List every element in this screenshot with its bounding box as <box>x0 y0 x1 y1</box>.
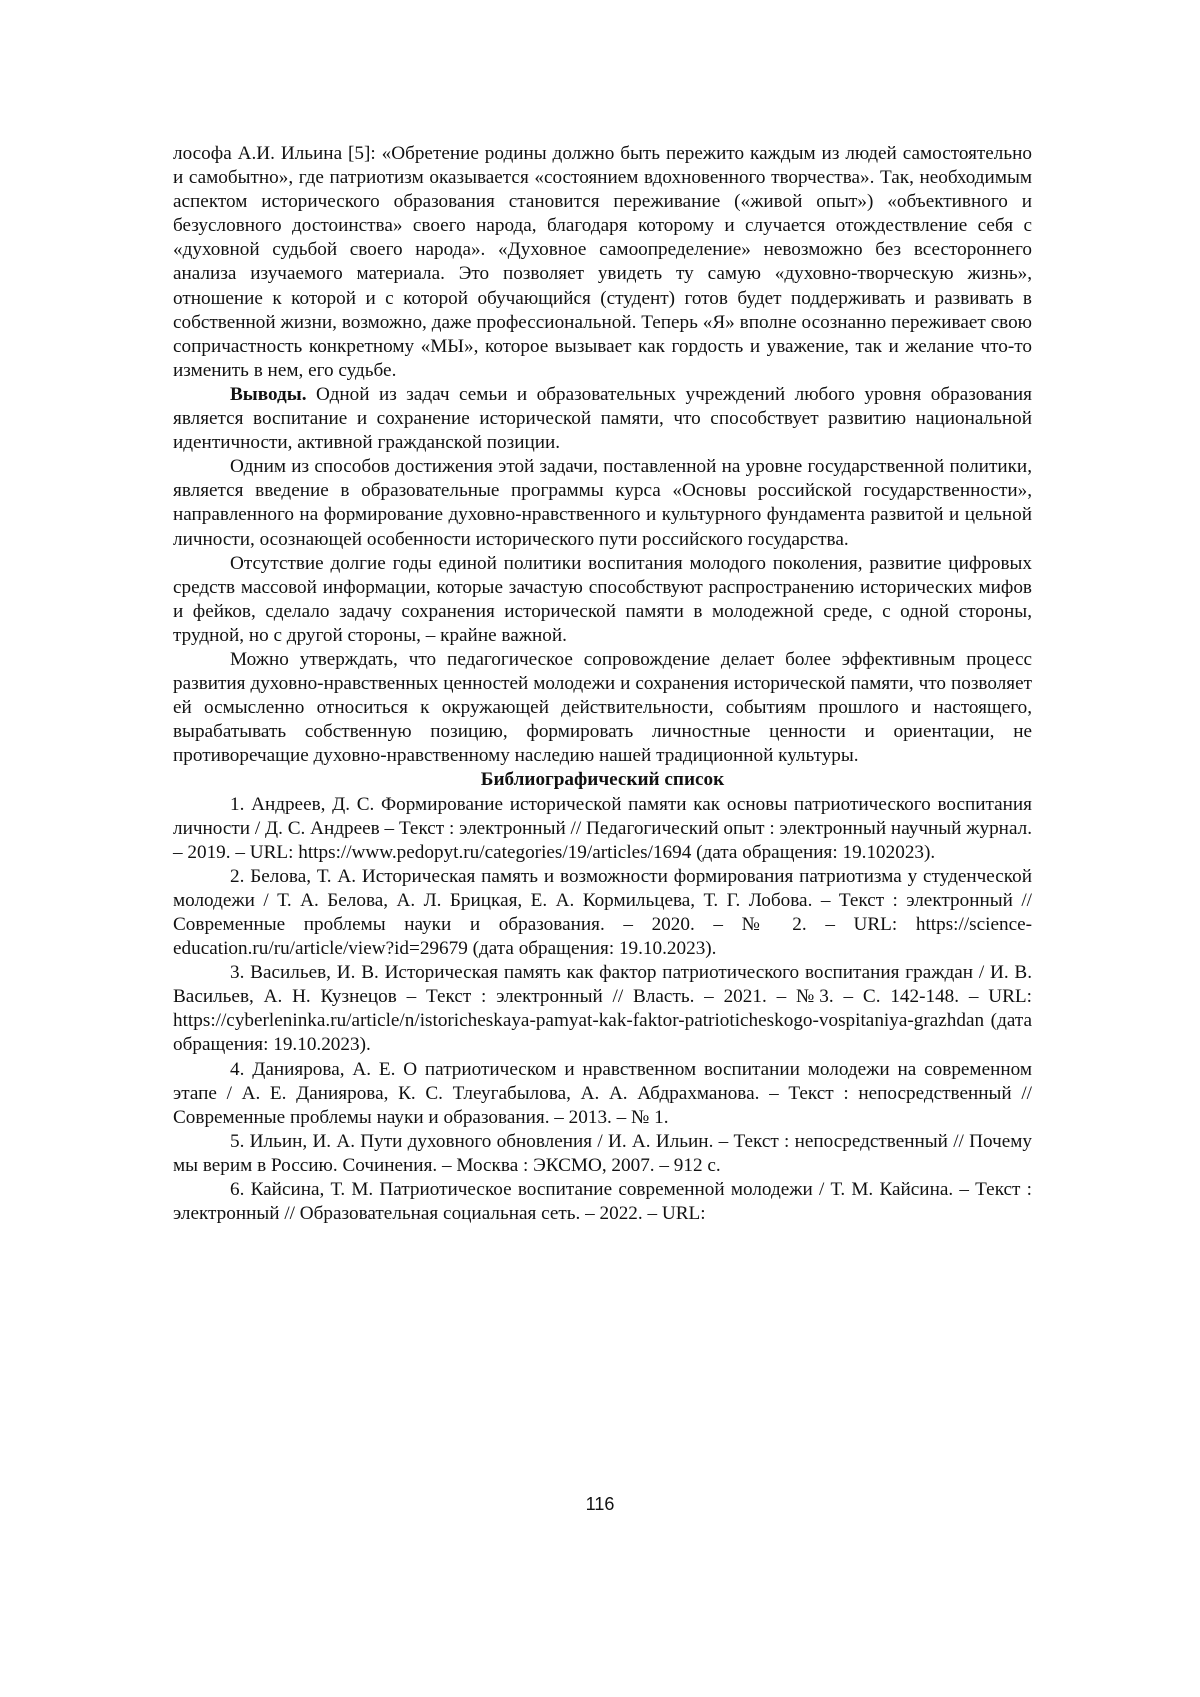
bibliography-item: 6. Кайсина, Т. М. Патриотическое воспитание современной молодежи / Т. М. Кайсина. – Текст : электронный // Образовательная социальная сеть. – 2022. – URL: <box>173 1179 1032 1225</box>
paragraph-course: Одним из способов достижения этой задачи, поставленной на уровне государственной политики, является введение в образовательные программы курса «Основы российской государственности», направленного на формирование духовно-нравственного и культурного фундамента развитой и цельной личности, осознающей особенности исторического пути российского государства. <box>173 456 1032 550</box>
page-number: 116 <box>585 1494 615 1514</box>
page-body <box>173 142 1032 1226</box>
bibliography-heading: Библиографический список <box>480 769 725 791</box>
paragraph-policy: Отсутствие долгие годы единой политики воспитания молодого поколения, развитие цифровых средств массовой информации, которые зачастую способствуют распространению исторических мифов и фейков, сделало задачу сохранения исторической памяти в молодежной среде, с одной стороны, трудной, но с другой стороны, – крайне важной. <box>173 552 1032 646</box>
paragraph-pedagogy: Можно утверждать, что педагогическое сопровождение делает более эффективным процесс развития духовно-нравственных ценностей молодежи и сохранения исторической памяти, что позволяет ей осмысленно относиться к окружающей действительности, событиям прошлого и настоящего, вырабатывать собственную позицию, формировать личностные ценности и ориентации, не противоречащие духовно-нравственному наследию нашей традиционной культуры. <box>173 648 1032 767</box>
paragraph-continuation: лософа А.И. Ильина [5]: «Обретение родины должно быть пережито каждым из людей самостоятельно и самобытно», где патриотизм оказывается «состоянием вдохновенного творчества». Так, необходимым аспектом исторического образования становится переживание («живой опыт») «объективного и безусловного достоинства» своего народа, благодаря которому и случается отождествление себя с «духовной судьбой своего народа». «Духовное самоопределение» невозможно без всестороннего анализа изучаемого материала. Это позволяет увидеть ту самую «духовно-творческую жизнь», отношение к которой и с которой обучающийся (студент) готов будет поддерживать и развивать в собственной жизни, возможно, даже профессиональной. Теперь «Я» вполне осознанно переживает свою сопричастность конкретному «МЫ», которое вызывает как гордость и уважение, так и желание что-то изменить в нем, его судьбе. <box>173 143 1032 381</box>
bibliography-item: 1. Андреев, Д. С. Формирование исторической памяти как основы патриотического воспитания личности / Д. С. Андреев – Текст : электронный // Педагогический опыт : электронный научный журнал. – 2019. – URL: https://www.pedopyt.ru/categories/19/articles/1694 (дата обращения: 19.102023). <box>173 793 1032 863</box>
paragraph-conclusions <box>173 383 1032 455</box>
bibliography-item: 3. Васильев, И. В. Историческая память как фактор патриотического воспитания граждан / И. В. Васильев, А. Н. Кузнецов – Текст : электронный // Власть. – 2021. – №3. – С. 142-148. – URL: https://cyberleninka.ru/article/n/istoricheskaya-pamyat-kak-faktor-patrioticheskogo-vospitaniya-grazhdan (дата обращения: 19.10.2023). <box>173 962 1032 1056</box>
bibliography-item: 4. Даниярова, А. Е. О патриотическом и нравственном воспитании молодежи на современном этапе / А. Е. Даниярова, К. С. Тлеугабылова, А. А. Абдрахманова. – Текст : непосредственный // Современные проблемы науки и образования. – 2013. – № 1. <box>173 1058 1032 1128</box>
conclusions-text: Одной из задач семьи и образовательных учреждений любого уровня образования является воспитание и сохранение исторической памяти, что способствует развитию национальной идентичности, активной гражданской позиции. <box>173 383 1032 454</box>
conclusions-lead: Выводы. <box>230 383 307 405</box>
bibliography-item: 2. Белова, Т. А. Историческая память и возможности формирования патриотизма у студенческой молодежи / Т. А. Белова, А. Л. Брицкая, Е. А. Кормильцева, Т. Г. Лобова. – Текст : электронный // Современные проблемы науки и образования. – 2020. – № 2. – URL: https://science-education.ru/ru/article/view?id=29679 (дата обращения: 19.10.2023). <box>173 865 1032 960</box>
bibliography-item: 5. Ильин, И. А. Пути духовного обновления / И. А. Ильин. – Текст : непосредственный // Почему мы верим в Россию. Сочинения. – Москва : ЭКСМО, 2007. – 912 с. <box>173 1130 1032 1176</box>
